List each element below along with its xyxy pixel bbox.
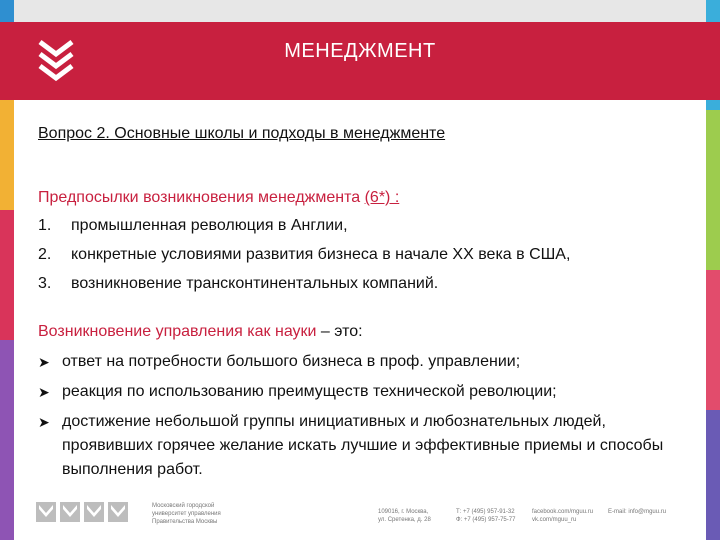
footer-address: 109016, г. Москва, ул. Сретенка, д. 28	[378, 509, 431, 523]
bullet-text: реакция по использованию преимуществ технической революции;	[62, 383, 557, 400]
footer-university: Московский городской университет управления Правительства Москвы	[152, 503, 221, 525]
bullet-item	[38, 350, 688, 374]
list-text: промышленная революция в Англии,	[71, 217, 348, 234]
footer-email[interactable]: E-mail: info@mguu.ru	[608, 509, 667, 515]
right-decor-strip	[706, 410, 720, 540]
left-decor-strip	[0, 340, 14, 540]
university-logo-icon	[36, 500, 146, 524]
bullet-text: достижение небольшой группы инициативных и любознательных людей, проявивших горячее желание искать лучшие и эффективные приемы и способы выполнения работ.	[62, 413, 664, 478]
left-decor-strip	[0, 210, 14, 340]
top-decor-bar	[0, 0, 720, 24]
science-list	[38, 350, 688, 482]
list-item	[38, 272, 688, 296]
right-decor-strip	[706, 110, 720, 270]
slide-header	[0, 22, 720, 100]
list-item	[38, 243, 688, 267]
prerequisites-reference: (6*) :	[364, 189, 400, 206]
bullet-item	[38, 380, 688, 404]
slide-footer	[36, 496, 696, 536]
prerequisites-list	[38, 214, 688, 296]
science-heading	[38, 320, 688, 344]
slide-content	[38, 122, 688, 488]
arrow-bullet-icon: ➤	[38, 384, 50, 400]
list-text: возникновение трансконтинентальных компаний.	[71, 275, 439, 292]
science-title: Возникновение управления как науки	[38, 323, 317, 340]
footer-social-links[interactable]: facebook.com/mguu.ru vk.com/mguu_ru	[532, 509, 594, 523]
list-number: 1.	[38, 217, 52, 234]
list-item	[38, 214, 688, 238]
left-decor-strip	[0, 90, 14, 210]
bullet-item	[38, 410, 688, 482]
prerequisites-title: Предпосылки возникновения менеджмента	[38, 189, 365, 206]
footer-phones: Т: +7 (495) 957-91-32 Ф: +7 (495) 957-75-77	[456, 509, 516, 523]
prerequisites-heading	[38, 186, 688, 210]
list-number: 3.	[38, 275, 52, 292]
list-number: 2.	[38, 246, 52, 263]
science-title-rest: – это:	[316, 323, 363, 340]
slide-title: МЕНЕДЖМЕНТ	[284, 40, 436, 62]
right-decor-strip	[706, 270, 720, 410]
arrow-bullet-icon: ➤	[38, 354, 50, 370]
list-text: конкретные условиями развития бизнеса в начале ХХ века в США,	[71, 246, 571, 263]
question-heading: Вопрос 2. Основные школы и подходы в менеджменте	[38, 125, 446, 142]
arrow-bullet-icon: ➤	[38, 414, 50, 430]
bullet-text: ответ на потребности большого бизнеса в проф. управлении;	[62, 353, 521, 370]
